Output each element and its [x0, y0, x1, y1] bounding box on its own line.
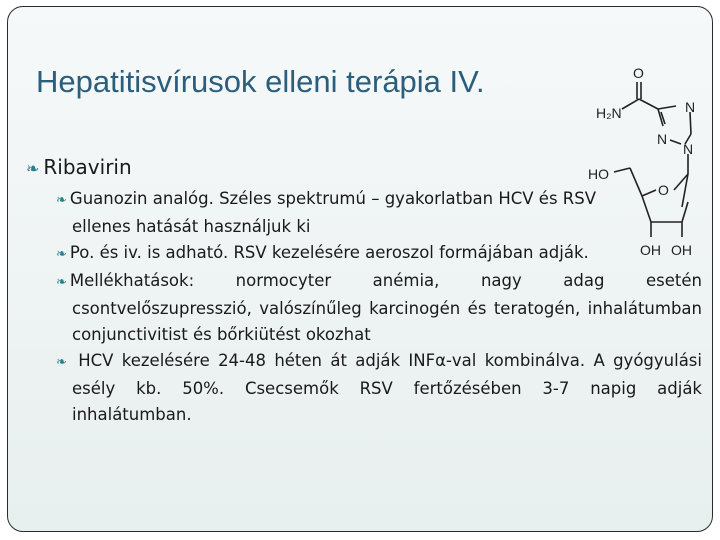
atom-n-3: N	[683, 141, 694, 157]
leaf-bullet-icon: ❧	[56, 193, 67, 208]
leaf-bullet-icon: ❧	[56, 247, 67, 262]
atom-o-carbonyl: O	[633, 65, 644, 81]
atom-ho: HO	[588, 166, 609, 182]
leaf-bullet-icon: ❧	[56, 275, 67, 290]
list-item: ❧ Guanozin analóg. Széles spektrumú – gyakorlatban HCV és RSV ellenes hatását használjuk ki	[56, 189, 597, 236]
leaf-bullet-icon: ❧	[26, 159, 40, 178]
atom-n-2: N	[657, 131, 668, 147]
atom-oh-2: OH	[671, 242, 692, 258]
atom-nh2: H₂N	[596, 105, 622, 121]
atom-n-1: N	[685, 99, 696, 115]
atom-oh-1: OH	[640, 242, 661, 258]
leaf-bullet-icon: ❧	[56, 355, 67, 370]
list-item: ❧ HCV kezelésére 24-48 héten át adják INFα-val kombinálva. A gyógyulási esély kb. 50%. Csecsemők RSV fertőzésében 3-7 napig adják inhalátumban.	[56, 351, 702, 424]
list-item: ❧ Mellékhatások: normocyter anémia, nagy adag esetén csontvelőszupresszió, valószínűleg karcinogén és teratogén, inhalátumban conjunctivitist és bőrkiütést okozhat	[56, 271, 702, 344]
slide-title: Hepatitisvírusok elleni terápia IV.	[36, 64, 485, 99]
atom-o-ring: O	[658, 182, 669, 198]
slide-frame	[7, 6, 713, 532]
list-item: ❧ Po. és iv. is adható. RSV kezelésére aeroszol formájában adják.	[56, 243, 589, 262]
heading-ribavirin: ❧ Ribavirin	[26, 155, 132, 179]
